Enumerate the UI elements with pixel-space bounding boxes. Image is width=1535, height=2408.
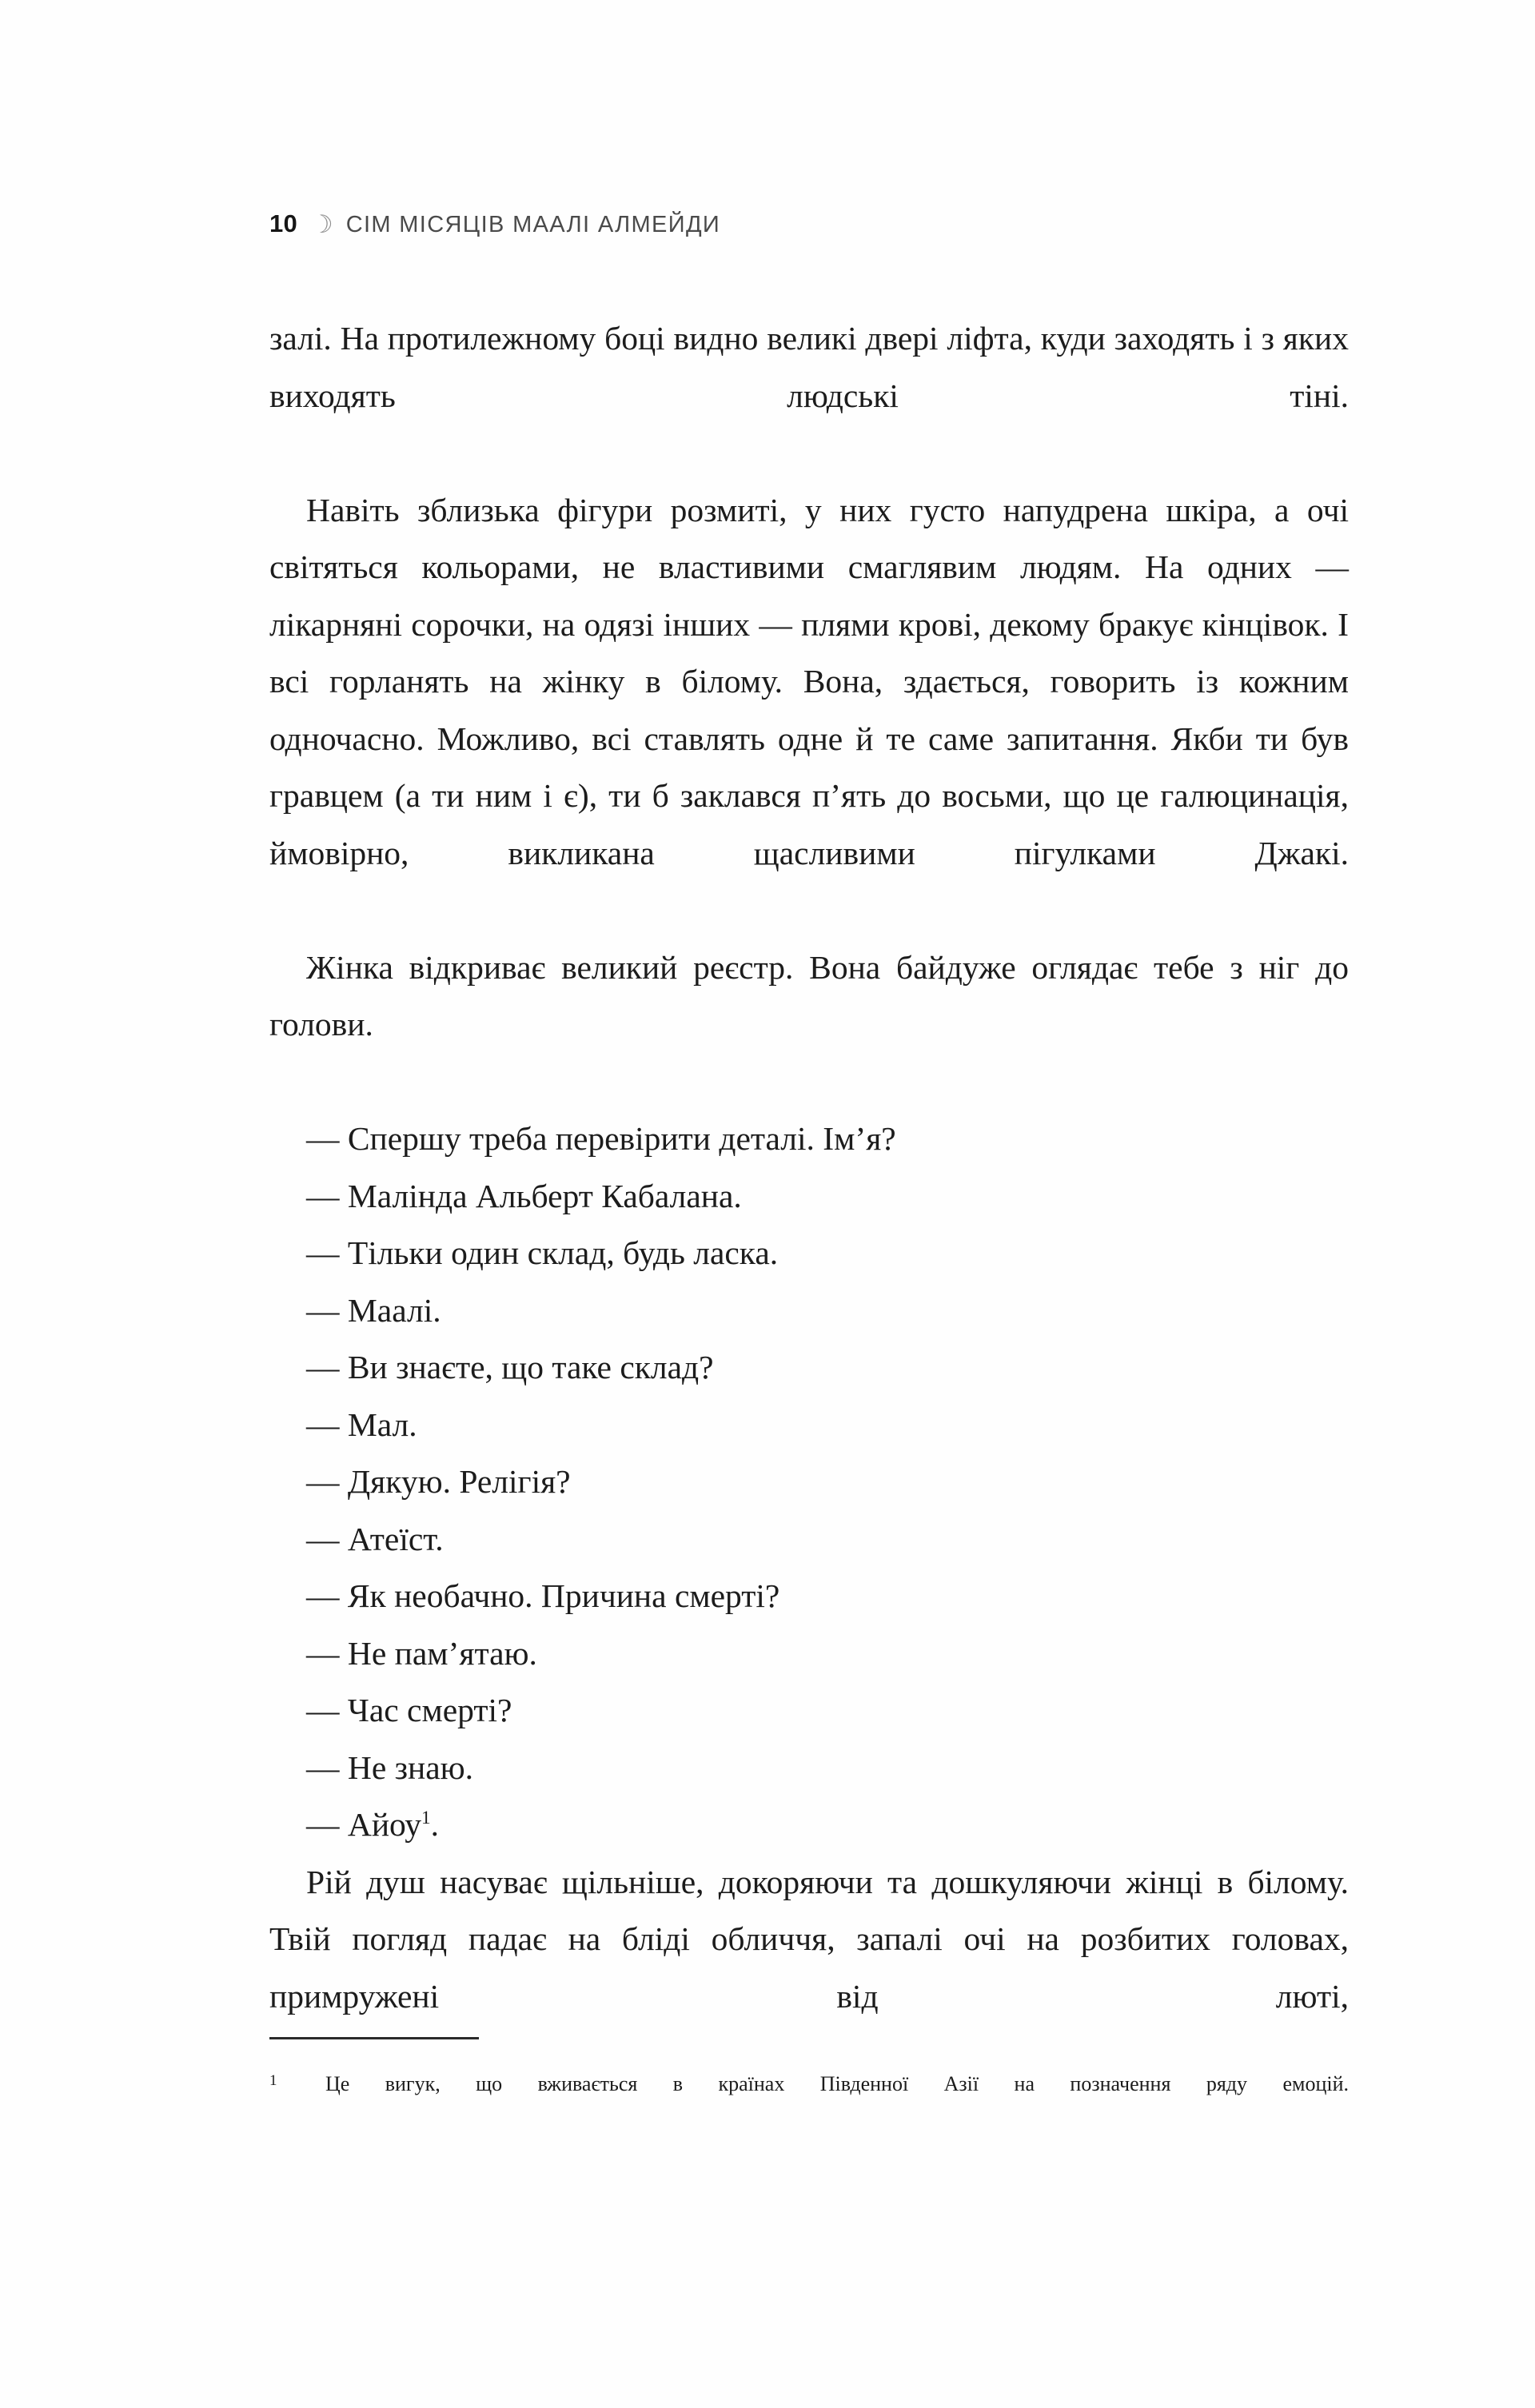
dialogue-line: — Малінда Альберт Кабалана. [306, 1177, 742, 1214]
paragraph-continued: залі. На протилежному боці видно великі двері ліфта, куди заходять і з яких виходять людські тіні. [269, 320, 1349, 414]
running-head [269, 209, 720, 238]
dialogue-line: — Тільки один склад, будь ласка. [306, 1234, 779, 1271]
dialogue-line: — Спершу треба перевірити деталі. Ім’я? [306, 1120, 896, 1157]
dialogue-line: — Ви знаєте, що таке склад? [306, 1349, 714, 1385]
dialogue-line: — Дякую. Релігія? [306, 1463, 571, 1500]
dialogue-line: — Мал. [306, 1405, 417, 1443]
dialogue-text: — Айоу [306, 1806, 421, 1843]
footnote-area [269, 2037, 1349, 2135]
dialogue-line: — Час смерті? [306, 1692, 512, 1728]
paragraph-figures: Навіть зблизька фігури розмиті, у них густо напудрена шкіра, а очі світяться кольорами, не властивими смаглявим людям. На одних — лікарняні сорочки, на одязі інших — плями крові, декому бракує кінцівок. І всі горланять на жінку в білому. Вона, здається, говорить із кожним одночасно. Можливо, всі ставлять одне й те саме запитання. Якби ти був гравцем (а ти ним і є), ти б заклався п’ять до восьми, що це галюцинація, ймовірно, викликана щасливими пігулками Джакі. [269, 491, 1349, 871]
dialogue-line: — Як необачно. Причина смерті? [306, 1577, 780, 1614]
footnote-reference-marker[interactable]: 1 [421, 1808, 431, 1829]
footnote-entry [269, 2067, 1349, 2135]
footnote-number: 1 [269, 2072, 277, 2089]
page-number: 10 [269, 209, 297, 237]
paragraph-swarm: Рій душ насуває щільніше, докоряючи та дошкуляючи жінці в білому. Твій погляд падає на бліді обличчя, запалі очі на розбитих головах, примружені від люті, [269, 1863, 1349, 2015]
dialogue-line-footnoted [269, 1796, 1349, 1854]
body-text [269, 310, 1349, 2083]
footnote-separator-rule [269, 2037, 479, 2039]
dialogue-terminator: . [430, 1806, 439, 1843]
dialogue-line: — Не пам’ятаю. [306, 1634, 537, 1672]
dialogue-line: — Атеїст. [306, 1520, 444, 1557]
dialogue-line: — Не знаю. [306, 1748, 474, 1786]
footnote-text: Це вигук, що вживається в країнах Південної Азії на позначення ряду емоцій. [325, 2072, 1349, 2095]
book-title: СІМ МІСЯЦІВ МААЛІ АЛМЕЙДИ [345, 212, 721, 237]
dialogue-line: — Маалі. [306, 1291, 441, 1329]
crescent-moon-icon: ☽ [310, 210, 333, 239]
paragraph-register: Жінка відкриває великий реєстр. Вона байдуже оглядає тебе з ніг до голови. [269, 948, 1349, 1043]
